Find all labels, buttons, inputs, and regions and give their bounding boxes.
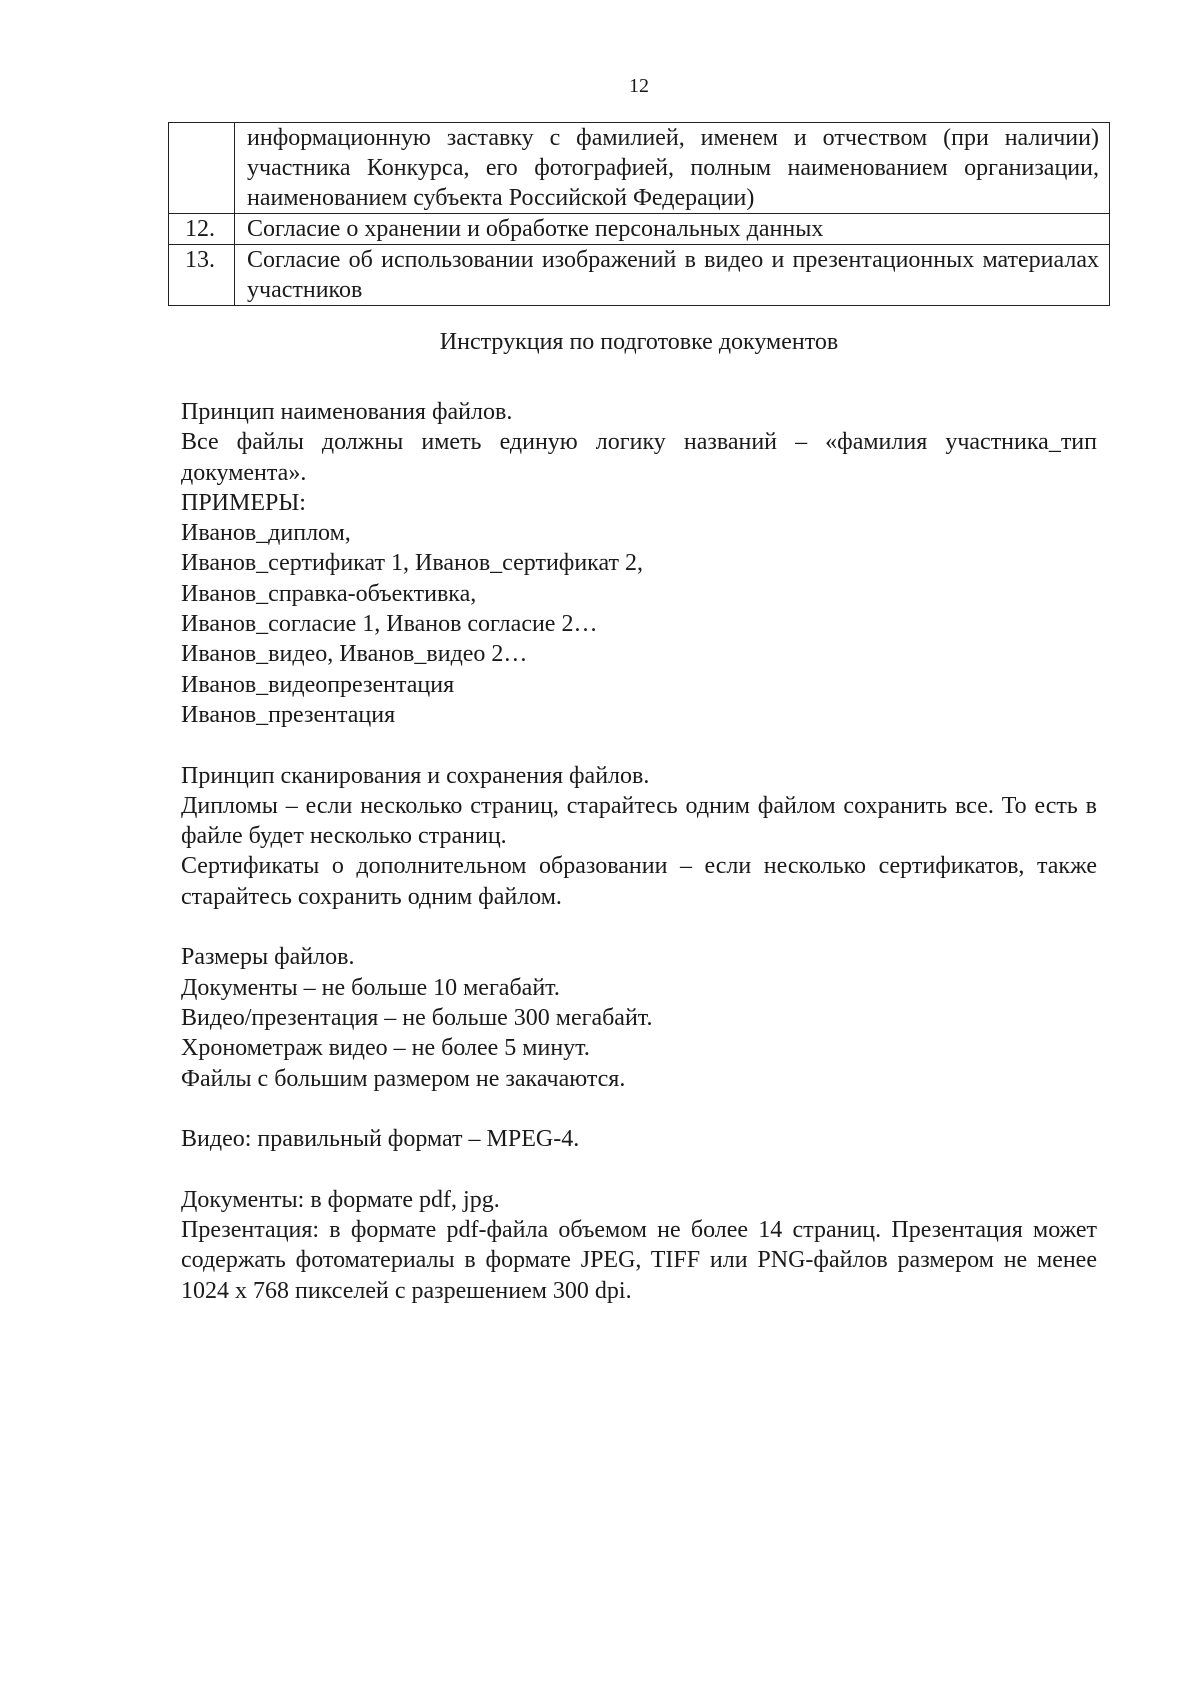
sizes-documents: Документы – не больше 10 мегабайт. — [181, 974, 560, 1001]
video-format: Видео: правильный формат – MPEG-4. — [181, 1126, 580, 1153]
example-item: Иванов_согласие 1, Иванов согласие 2… — [181, 611, 598, 638]
row-text: Согласие о хранении и обработке персональных данных — [235, 214, 1110, 245]
paragraph-gap — [181, 1154, 1097, 1184]
section-title: Инструкция по подготовке документов — [439, 329, 839, 355]
row-number: 13. — [169, 245, 235, 306]
example-item: Иванов_диплом, — [181, 520, 351, 547]
sizes-duration: Хронометраж видео – не более 5 минут. — [181, 1035, 590, 1062]
page-number: 12 — [629, 75, 649, 97]
table-row — [169, 214, 1110, 245]
row-number — [169, 123, 235, 214]
paragraph-gap — [181, 1094, 1097, 1124]
sizes-heading: Размеры файлов. — [181, 944, 355, 971]
example-item: Иванов_презентация — [181, 701, 396, 728]
row-text: информационную заставку с фамилией, именем и отчеством (при наличии) участника Конкурса, его фотографией, полным наименованием организации, наименованием субъекта Российской Федерации) — [235, 123, 1110, 214]
row-text: Согласие об использовании изображений в видео и презентационных материалах участников — [235, 245, 1110, 306]
table-row — [169, 245, 1110, 306]
documents-table — [168, 122, 1110, 306]
naming-heading: Принцип наименования файлов. — [181, 399, 513, 425]
scanning-diplomas: Дипломы – если несколько страниц, старайтесь одним файлом сохранить все. То есть в файле будет несколько страниц. — [181, 792, 1097, 850]
example-item: Иванов_видеопрезентация — [181, 671, 455, 698]
sizes-warning: Файлы с большим размером не закачаются. — [181, 1065, 626, 1092]
example-item: Иванов_справка-объективка, — [181, 580, 477, 607]
documents-formats: Документы: в формате pdf, jpg. — [181, 1186, 500, 1213]
instructions-body — [181, 397, 1097, 1306]
scanning-certificates: Сертификаты о дополнительном образовании – если несколько сертификатов, также старайтесь сохранить одним файлом. — [181, 853, 1097, 910]
table-row — [169, 123, 1110, 214]
row-number: 12. — [169, 214, 235, 245]
sizes-video-presentation: Видео/презентация – не больше 300 мегабайт. — [181, 1004, 653, 1031]
example-item: Иванов_сертификат 1, Иванов_сертификат 2, — [181, 550, 643, 577]
paragraph-gap — [181, 912, 1097, 942]
paragraph-gap — [181, 730, 1097, 760]
examples-label: ПРИМЕРЫ: — [181, 489, 306, 516]
scanning-heading: Принцип сканирования и сохранения файлов. — [181, 762, 650, 789]
example-item: Иванов_видео, Иванов_видео 2… — [181, 641, 528, 668]
presentation-requirements: Презентация: в формате pdf-файла объемом не более 14 страниц. Презентация может содержать фотоматериалы в формате JPEG, TIFF или PNG-файлов размером не менее 1024 x 768 пикселей с разрешением 300 dpi. — [181, 1217, 1097, 1304]
naming-description: Все файлы должны иметь единую логику названий – «фамилия участника_тип документа». — [181, 429, 1097, 486]
